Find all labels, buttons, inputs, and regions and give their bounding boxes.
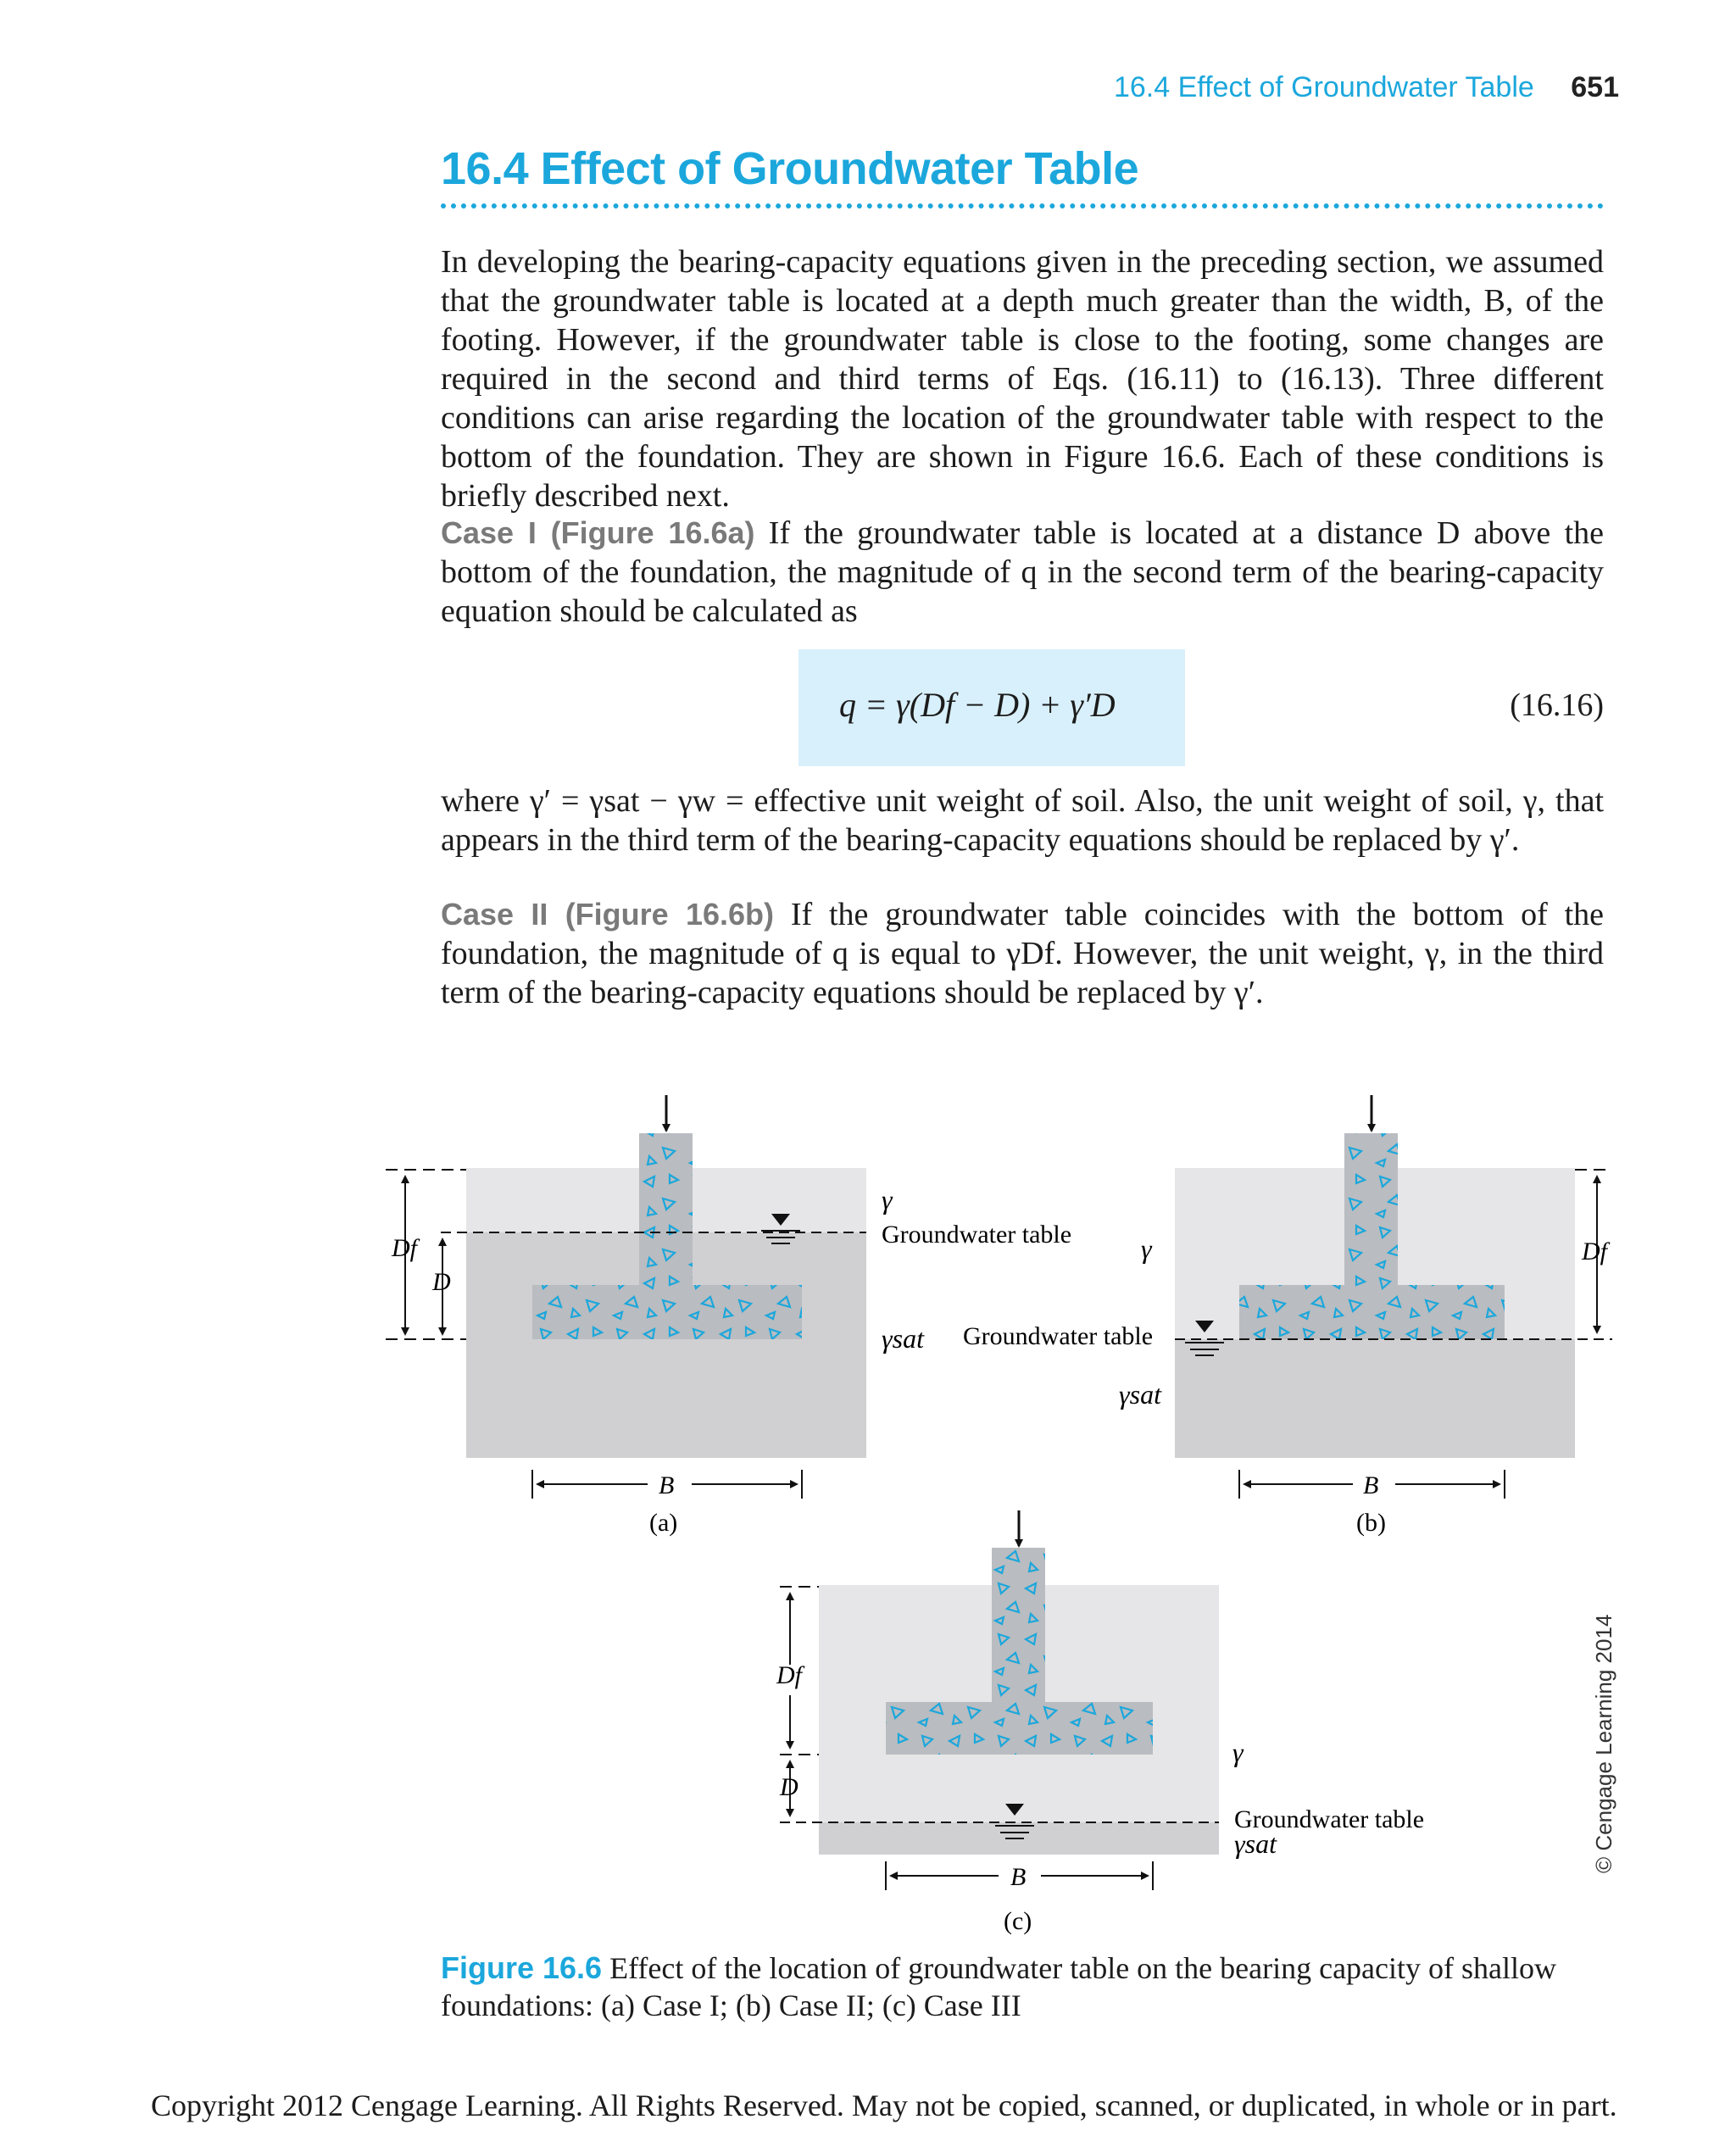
figure-caption-number: Figure 16.6 xyxy=(441,1950,603,1985)
panel-b-df-label: Df xyxy=(1582,1238,1607,1265)
panel-b-gamma: γ xyxy=(1141,1233,1152,1264)
figure-caption-text: Effect of the location of groundwater table on the bearing capacity of shallow foundations: (a) Case I; (b) Case II; (c) Case III xyxy=(441,1951,1556,2022)
panel-a-df-label: Df xyxy=(392,1234,417,1262)
panel-b-b-label: B xyxy=(1363,1471,1379,1499)
panel-c-gw-label: Groundwater table xyxy=(1234,1805,1425,1833)
equation-expression: q = γ(Df − D) + γ′D xyxy=(839,686,1116,724)
panel-a-gamma: γ xyxy=(882,1184,893,1215)
panel-a-gamma-sat: γsat xyxy=(882,1323,924,1354)
panel-c xyxy=(776,1510,1424,1935)
running-head-section: 16.4 Effect of Groundwater Table xyxy=(1113,71,1534,103)
where-paragraph: where γ′ = γsat − γw = effective unit weight of soil. Also, the unit weight of soil, γ, that appears in the third term of the bearing-capacity equations should be replaced by γ′. xyxy=(441,783,1604,858)
panel-c-gamma-sat: γsat xyxy=(1234,1828,1277,1859)
panel-b-caption: (b) xyxy=(1356,1509,1386,1537)
panel-b-soil-saturated xyxy=(1175,1339,1575,1458)
panel-a-b-label: B xyxy=(659,1471,675,1499)
panel-a xyxy=(386,1095,1071,1537)
section-title: 16.4 Effect of Groundwater Table xyxy=(441,143,1139,194)
panel-b xyxy=(963,1095,1612,1537)
panel-c-b-label: B xyxy=(1010,1863,1027,1891)
figure-caption xyxy=(441,1950,1577,2024)
panel-a-caption: (a) xyxy=(649,1509,678,1537)
intro-paragraph: In developing the bearing-capacity equations given in the preceding section, we assumed that the groundwater table is located at a depth much greater than the width, B, of the footing. However, if the groundwater table is close to the footing, some changes are required in the second and third terms of Eqs. (16.11) to (16.13). Three different conditions can arise regarding the location of the groundwater table with respect to the bottom of the foundation. They are shown in Figure 16.6. Each of these conditions is briefly described next. xyxy=(441,244,1604,514)
page-number: 651 xyxy=(1571,71,1619,103)
panel-c-d-label: D xyxy=(780,1773,798,1801)
case2-heading: Case II (Figure 16.6b) xyxy=(441,897,775,932)
panel-c-caption: (c) xyxy=(1004,1907,1032,1935)
panel-c-df-label: Df xyxy=(776,1661,802,1689)
footer-copyright: Copyright 2012 Cengage Learning. All Rights Reserved. May not be copied, scanned, or duplicated, in whole or in part. xyxy=(151,2089,1617,2122)
side-copyright: © Cengage Learning 2014 xyxy=(1591,1614,1616,1873)
case2-body: If the groundwater table coincides with the bottom of the foundation, the magnitude of q is equal to γDf. However, the unit weight, γ, in the third term of the bearing-capacity equations should be replaced by γ′. xyxy=(441,897,1605,1010)
equation-number: (16.16) xyxy=(1510,687,1604,723)
panel-c-gamma: γ xyxy=(1232,1737,1244,1767)
case1-heading: Case I (Figure 16.6a) xyxy=(441,515,755,550)
panel-a-gw-label: Groundwater table xyxy=(882,1221,1072,1249)
case1-body: If the groundwater table is located at a distance D above the bottom of the foundation, the magnitude of q in the second term of the bearing-capacity equation should be calculated as xyxy=(441,515,1605,629)
panel-b-gamma-sat: γsat xyxy=(1119,1379,1161,1410)
panel-a-d-label: D xyxy=(432,1268,451,1296)
panel-b-gw-label: Groundwater table xyxy=(963,1322,1154,1350)
